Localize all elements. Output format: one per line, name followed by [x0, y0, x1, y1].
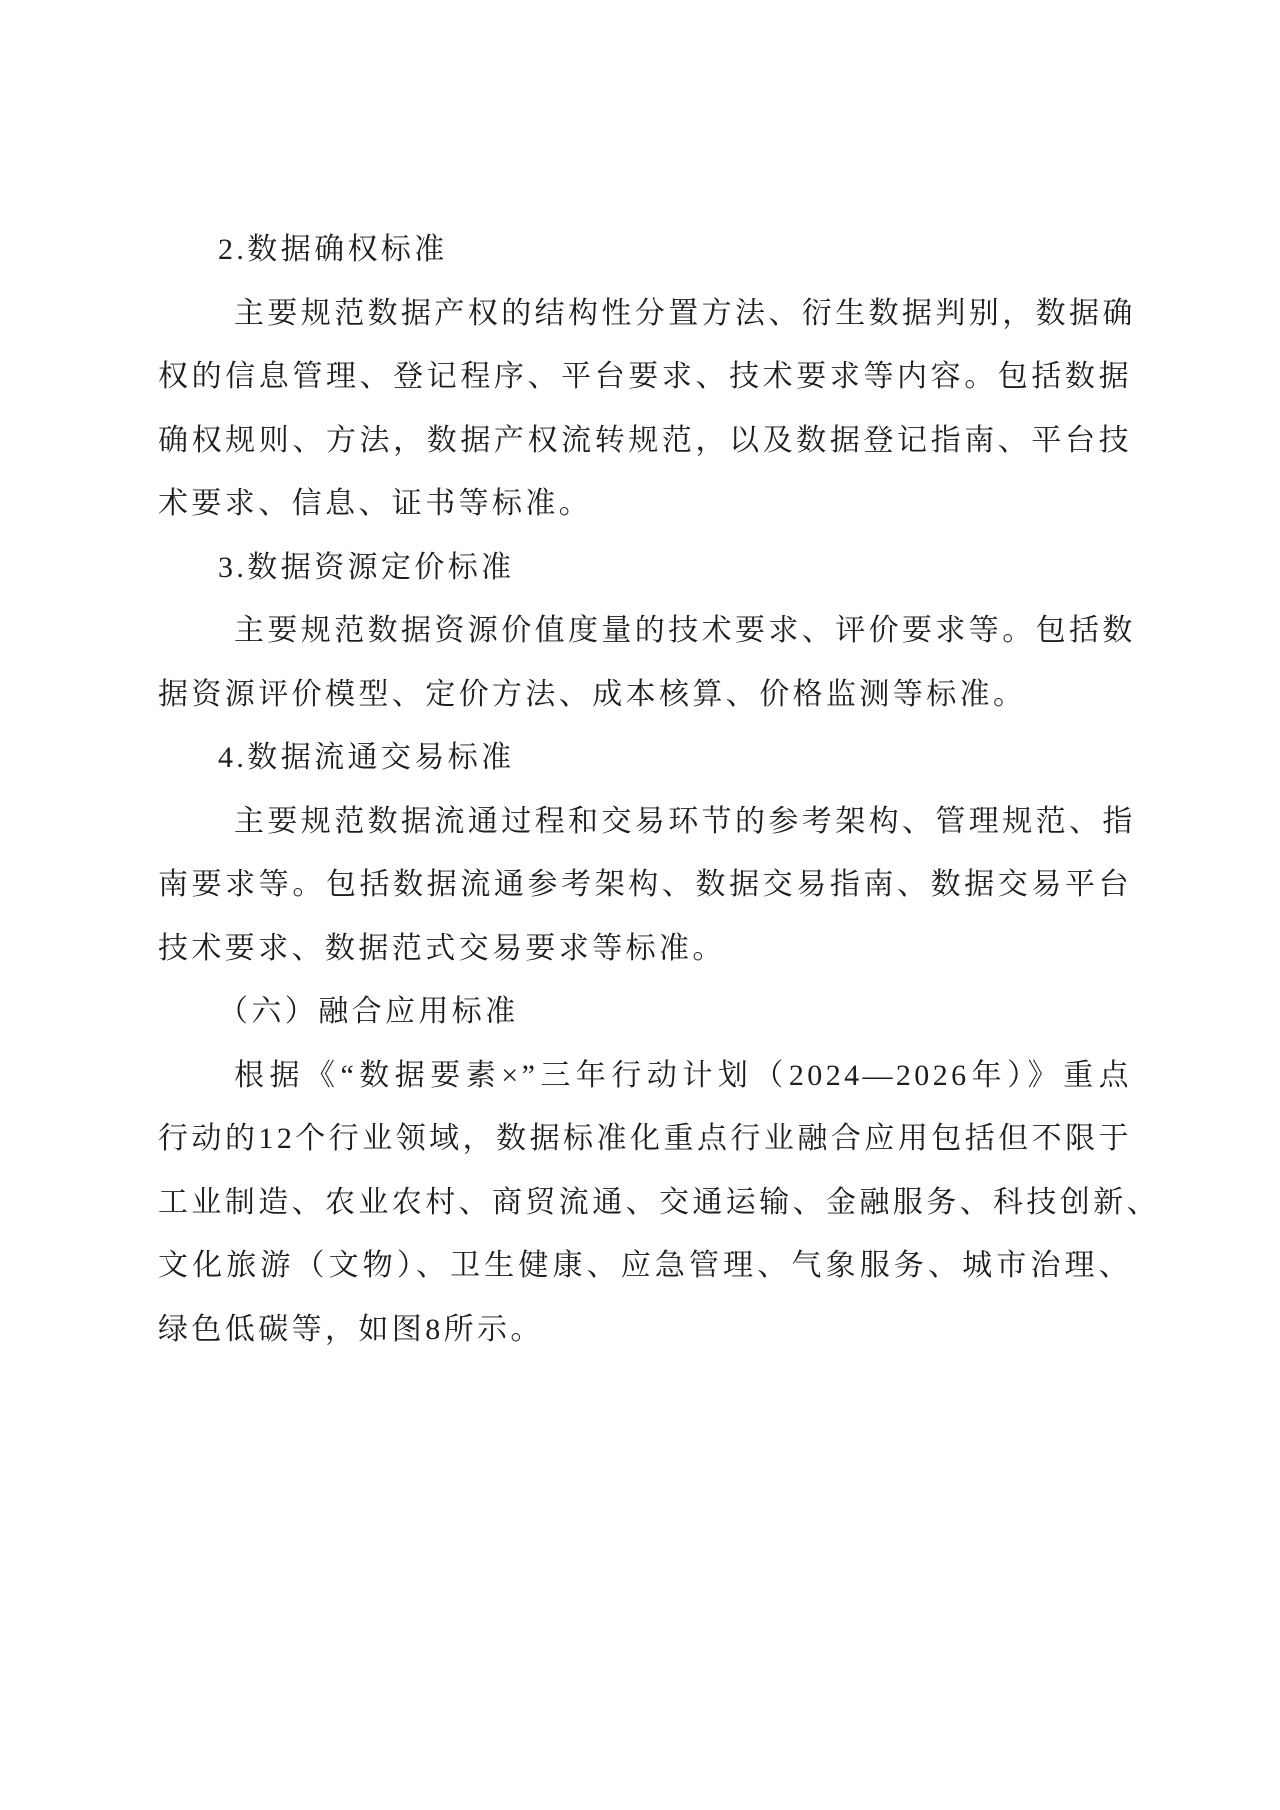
document-content	[158, 218, 1160, 1361]
text-line: 权的信息管理、登记程序、平台要求、技术要求等内容。包括数据	[158, 360, 1132, 393]
text-line: 绿色低碳等，如图8所示。	[158, 1312, 544, 1346]
text-line: 主要规范数据资源价值度量的技术要求、评价要求等。包括数	[234, 614, 1136, 647]
text-line: 据资源评价模型、定价方法、成本核算、价格监测等标准。	[158, 677, 1027, 711]
text-line: 根据《“数据要素×”三年行动计划（2024—2026年）》重点	[234, 1058, 1132, 1092]
text-line: 工业制造、农业农村、商贸流通、交通运输、金融服务、科技创新、	[158, 1185, 1160, 1219]
section-heading-data-pricing: 3.数据资源定价标准	[218, 550, 515, 584]
section-heading-data-rights: 2.数据确权标准	[218, 233, 448, 266]
text-line: 术要求、信息、证书等标准。	[158, 487, 593, 520]
section-heading-fusion-application: （六）融合应用标准	[218, 995, 519, 1028]
text-line: 主要规范数据流通过程和交易环节的参考架构、管理规范、指	[234, 804, 1136, 838]
text-line: 主要规范数据产权的结构性分置方法、衍生数据判别，数据确	[234, 296, 1136, 330]
text-line: 确权规则、方法，数据产权流转规范，以及数据登记指南、平台技	[158, 423, 1132, 457]
text-line: 南要求等。包括数据流通参考架构、数据交易指南、数据交易平台	[158, 868, 1132, 901]
text-line: 文化旅游（文物）、卫生健康、应急管理、气象服务、城市治理、	[158, 1249, 1132, 1282]
text-line: 技术要求、数据范式交易要求等标准。	[158, 931, 726, 965]
section-heading-data-trading: 4.数据流通交易标准	[218, 741, 515, 774]
text-line: 行动的12个行业领域，数据标准化重点行业融合应用包括但不限于	[158, 1122, 1132, 1155]
